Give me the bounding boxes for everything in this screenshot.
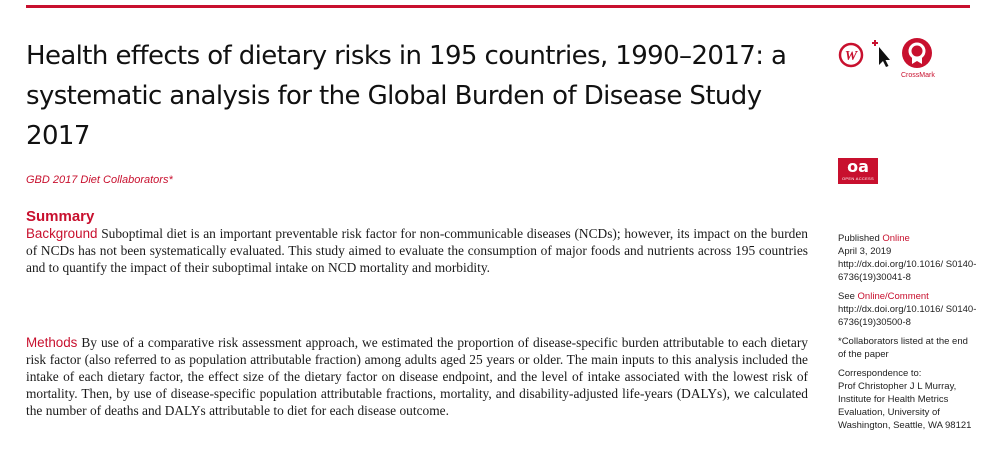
published-prefix: Published [838, 233, 883, 244]
collaborators-note: *Collaborators listed at the end of the paper [838, 336, 968, 360]
see-comment [838, 290, 978, 329]
background-text: Suboptimal diet is an important preventable risk factor for non-communicable diseases (NCDs); however, its impact on the burden of NCDs has not been systematically evaluated. This study aimed to evaluate the consumption of major foods and nutrients across 195 countries and to quantify the impact of their suboptimal intake on NCD mortality and morbidity. [26, 226, 808, 275]
see-comment-link[interactable]: Online/Comment [857, 291, 929, 302]
background-label: Background [26, 226, 98, 241]
oa-text: oa [847, 157, 869, 176]
crossmark-icon[interactable] [900, 36, 934, 70]
published-online: Online [882, 233, 910, 244]
published-date: April 3, 2019 [838, 246, 892, 257]
top-rule [26, 5, 970, 8]
see-doi-link[interactable]: http://dx.doi.org/10.1016/ S0140-6736(19)30500-8 [838, 304, 977, 328]
methods-paragraph [26, 334, 808, 419]
correspondence [838, 367, 978, 432]
methods-label: Methods [26, 335, 78, 350]
cursor-icon[interactable] [869, 38, 893, 68]
article-tools [838, 36, 968, 86]
published-doi-link[interactable]: http://dx.doi.org/10.1016/ S0140-6736(19)30041-8 [838, 259, 977, 283]
crossmark-label: CrossMark [901, 72, 935, 79]
see-prefix: See [838, 291, 858, 302]
published-info [838, 232, 978, 284]
background-paragraph [26, 225, 808, 276]
article-title: Health effects of dietary risks in 195 countries, 1990–2017: a systematic analysis for the Global Burden of Disease Study 2017 [26, 41, 787, 151]
svg-text:W: W [844, 49, 858, 64]
article-sidebar [838, 232, 978, 438]
oa-subtext: OPEN ACCESS [842, 176, 874, 181]
methods-text: By use of a comparative risk assessment approach, we estimated the proportion of disease-specific burden attributable to each dietary risk factor (also referred to as population attributable fraction) among adults aged 25 years or older. The main inputs to this analysis included the intake of each dietary factor, the effect size of the dietary factor on disease endpoint, and the level of intake associated with the lowest risk of mortality. Then, by use of disease-specific population attributable fractions, mortality, and disability-adjusted life-years (DALYs), we calculated the number of deaths and DALYs attributable to diet for each disease outcome. [26, 335, 808, 418]
correspondence-text: Prof Christopher J L Murray, Institute for Health Metrics Evaluation, University of Washington, Seattle, WA 98121 [838, 381, 972, 431]
authors-link[interactable]: GBD 2017 Diet Collaborators* [26, 174, 173, 186]
open-access-badge [838, 158, 878, 184]
wiley-online-icon[interactable] [838, 42, 868, 68]
summary-heading: Summary [26, 208, 95, 225]
correspondence-label: Correspondence to: [838, 368, 922, 379]
